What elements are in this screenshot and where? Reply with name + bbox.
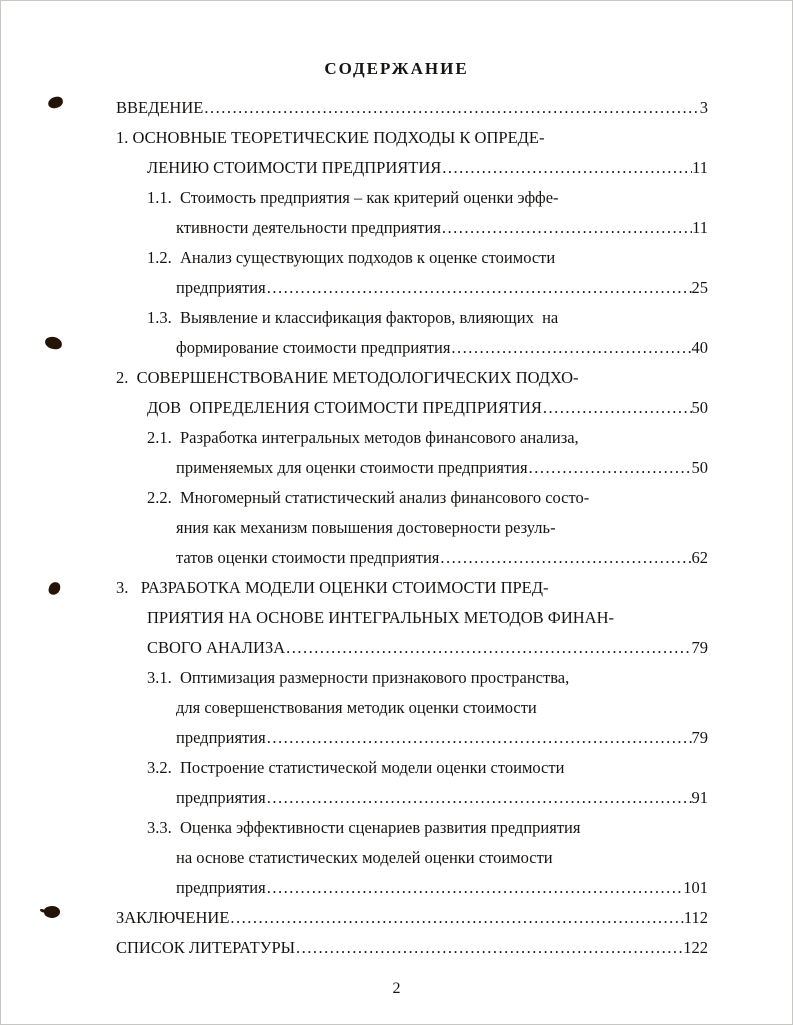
toc-line-text: 1.3. Выявление и классификация факторов, влияющих на: [147, 308, 559, 327]
toc-page-number: 11: [692, 158, 708, 177]
toc-page-number: 50: [691, 398, 708, 417]
toc-line: [116, 663, 708, 693]
toc-page-number: 101: [683, 878, 708, 897]
toc-line-text: 3.3. Оценка эффективности сценариев развития предприятия: [147, 818, 581, 837]
toc-line-text: 1.2. Анализ существующих подходов к оценке стоимости: [147, 248, 556, 267]
toc-line-text: применяемых для оценки стоимости предприятия: [176, 458, 528, 477]
toc-line: [116, 843, 708, 873]
toc-line-text: татов оценки стоимости предприятия: [176, 548, 440, 567]
toc-line-text: предприятия: [176, 278, 266, 297]
toc-line: [116, 243, 708, 273]
toc-page-number: 40: [691, 338, 708, 357]
toc-line-text: ДОВ ОПРЕДЕЛЕНИЯ СТОИМОСТИ ПРЕДПРИЯТИЯ: [147, 398, 542, 417]
toc-page-number: 122: [683, 938, 708, 957]
toc-line-text: для совершенствования методик оценки стоимости: [176, 698, 537, 717]
toc-line-text: СВОГО АНАЛИЗА: [147, 638, 286, 657]
toc-page-number: 112: [683, 908, 708, 927]
toc-line: [116, 483, 708, 513]
toc-line: [116, 423, 708, 453]
toc-line-text: 3. РАЗРАБОТКА МОДЕЛИ ОЦЕНКИ СТОИМОСТИ ПРЕД-: [116, 578, 549, 597]
toc-line-text: формирование стоимости предприятия: [176, 338, 451, 357]
toc-line-text: предприятия: [176, 728, 266, 747]
toc-line: [116, 873, 708, 903]
dot-leader: [528, 453, 692, 483]
toc-line-text: СПИСОК ЛИТЕРАТУРЫ: [116, 938, 296, 957]
toc-line-text: яния как механизм повышения достоверности резуль-: [176, 518, 556, 537]
table-of-contents: [116, 93, 708, 963]
dot-leader: [441, 213, 692, 243]
toc-line: [116, 93, 708, 123]
toc-page-number: 79: [691, 638, 708, 657]
dot-leader: [285, 633, 691, 663]
dot-leader: [441, 153, 692, 183]
toc-line: [116, 333, 708, 363]
toc-page-number: 91: [691, 788, 708, 807]
toc-line-text: предприятия: [176, 878, 266, 897]
toc-line-text: 2.1. Разработка интегральных методов финансового анализа,: [147, 428, 579, 447]
toc-line: [116, 633, 708, 663]
toc-page-number: 3: [699, 98, 708, 117]
toc-line-text: 3.1. Оптимизация размерности признакового пространства,: [147, 668, 570, 687]
toc-line: [116, 723, 708, 753]
toc-line: [116, 783, 708, 813]
toc-line: [116, 183, 708, 213]
toc-line: [116, 543, 708, 573]
toc-line-text: предприятия: [176, 788, 266, 807]
toc-line-text: 1. ОСНОВНЫЕ ТЕОРЕТИЧЕСКИЕ ПОДХОДЫ К ОПРЕДЕ-: [116, 128, 545, 147]
ink-blot-icon: [47, 95, 64, 109]
toc-line: [116, 153, 708, 183]
ink-blot-icon: [47, 581, 61, 597]
toc-page-number: 79: [691, 728, 708, 747]
toc-line-text: ктивности деятельности предприятия: [176, 218, 441, 237]
toc-page-number: 62: [691, 548, 708, 567]
dot-leader: [542, 393, 692, 423]
dot-leader: [439, 543, 691, 573]
toc-line-text: 2. СОВЕРШЕНСТВОВАНИЕ МЕТОДОЛОГИЧЕСКИХ ПОДХО-: [116, 368, 579, 387]
toc-line-text: ЛЕНИЮ СТОИМОСТИ ПРЕДПРИЯТИЯ: [147, 158, 442, 177]
toc-line: [116, 573, 708, 603]
toc-line-text: 3.2. Построение статистической модели оценки стоимости: [147, 758, 565, 777]
toc-line-text: ВВЕДЕНИЕ: [116, 98, 204, 117]
toc-line: [116, 513, 708, 543]
page-title: СОДЕРЖАНИЕ: [324, 59, 469, 78]
dot-leader: [203, 93, 699, 123]
toc-line: [116, 933, 708, 963]
toc-line: [116, 453, 708, 483]
toc-page-number: 50: [691, 458, 708, 477]
toc-line: [116, 363, 708, 393]
toc-line-text: 2.2. Многомерный статистический анализ финансового состо-: [147, 488, 590, 507]
toc-line: [116, 123, 708, 153]
dot-leader: [266, 723, 692, 753]
toc-line-text: на основе статистических моделей оценки стоимости: [176, 848, 553, 867]
ink-blot-icon: [44, 336, 63, 350]
toc-line: [116, 903, 708, 933]
toc-line: [116, 603, 708, 633]
toc-line: [116, 303, 708, 333]
dot-leader: [229, 903, 683, 933]
toc-page-number: 25: [691, 278, 708, 297]
toc-line-text: 1.1. Стоимость предприятия – как критерий оценки эффе-: [147, 188, 559, 207]
toc-line: [116, 213, 708, 243]
toc-line-text: ЗАКЛЮЧЕНИЕ: [116, 908, 230, 927]
toc-line: [116, 813, 708, 843]
toc-line: [116, 693, 708, 723]
toc-line: [116, 753, 708, 783]
toc-line-text: ПРИЯТИЯ НА ОСНОВЕ ИНТЕГРАЛЬНЫХ МЕТОДОВ ФИНАН-: [147, 608, 614, 627]
footer-page-number: 2: [392, 980, 401, 997]
toc-page-number: 11: [692, 218, 708, 237]
dot-leader: [450, 333, 691, 363]
dot-leader: [266, 273, 692, 303]
dot-leader: [266, 873, 684, 903]
toc-line: [116, 273, 708, 303]
ink-blot-icon: [43, 905, 61, 919]
dot-leader: [295, 933, 683, 963]
dot-leader: [266, 783, 692, 813]
toc-line: [116, 393, 708, 423]
